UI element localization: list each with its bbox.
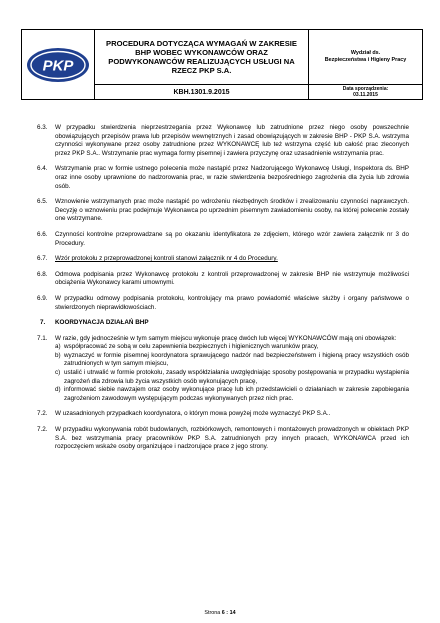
paragraph-text: Czynności kontrolne przeprowadzane są po okazaniu identyfikatora ze zdjęciem, którego wzór zawiera załącznik nr 3 do Procedury. <box>55 230 409 247</box>
procedure-code: KBH.1301.9.2015 <box>173 88 230 96</box>
list-item <box>55 352 409 369</box>
page-total: 14 <box>229 610 236 616</box>
paragraph-7-2a <box>37 410 409 419</box>
meta-cell <box>309 30 422 99</box>
list-text: ustalić i utrwalić w formie protokołu, zasady współdziałania uwzględniając sposoby postępowania w przypadku wystąpienia zagrożeń dla zdrowia lub życia wszystkich osób wykonujących pracę, <box>64 369 409 385</box>
paragraph-6-6 <box>37 231 409 248</box>
paragraph-number: 7.2. <box>37 410 48 418</box>
section-number: 7. <box>40 319 46 327</box>
list-text: współpracować ze sobą w celu zapewnienia bezpiecznych i higienicznych warunków pracy, <box>64 343 319 351</box>
list-text: wyznaczyć w formie pisemnej koordynatora sprawującego nadzór nad bezpieczeństwem i higieną pracy wszystkich osób zatrudnionych w tym samym miejscu, <box>64 351 409 368</box>
paragraph-number: 7.2. <box>37 426 48 434</box>
department-line-2: Bezpieczeństwa i Higieny Pracy <box>324 57 407 63</box>
list-letter: b) <box>55 351 61 359</box>
paragraph-number: 6.5. <box>37 198 48 206</box>
paragraph-text: Odmowa podpisania przez Wykonawcę protokołu z kontroli przeprowadzonej w zakresie BHP nie wstrzymuje możliwości obciążenia Wykonawcy karami umownymi. <box>55 270 409 287</box>
paragraph-text: Wzór protokołu z przeprowadzonej kontroli stanowi załącznik nr 4 do Procedury. <box>55 255 278 263</box>
paragraph-7-2b <box>37 426 409 452</box>
paragraph-number: 6.3. <box>37 124 48 131</box>
paragraph-6-7 <box>37 255 409 264</box>
list-letter: a) <box>55 343 61 351</box>
paragraph-number: 6.9. <box>37 294 48 302</box>
paragraph-intro: W razie, gdy jednocześnie w tym samym miejscu wykonuje pracę dwóch lub więcej WYKONAWCÓW mają oni obowiązek: <box>55 334 397 342</box>
procedure-title: PROCEDURA DOTYCZĄCA WYMAGAŃ W ZAKRESIE BHP WOBEC WYKONAWCÓW ORAZ PODWYKONAWCÓW REALIZUJĄCYCH USŁUGI NA RZECZ PKP S.A. <box>95 30 308 85</box>
list-letter: d) <box>55 386 61 394</box>
document-body <box>37 124 409 459</box>
logo-text: PKP <box>42 57 74 74</box>
list-item <box>55 386 409 403</box>
paragraph-6-9 <box>37 295 409 312</box>
document-header <box>21 29 423 100</box>
paragraph-6-5 <box>37 198 409 224</box>
pkp-logo-icon <box>25 45 91 85</box>
list-text: informować siebie nawzajem oraz osoby wykonujące pracę lub ich przedstawicieli o działaniach w zakresie zapobiegania zagrożeniom zawodowym występującym podczas wykonywanych przez nich prac. <box>64 386 409 402</box>
list-item <box>55 369 409 386</box>
list-item <box>55 343 409 352</box>
paragraph-number: 6.8. <box>37 270 48 278</box>
paragraph-6-3 <box>37 124 409 158</box>
page-number: 6 <box>221 610 225 616</box>
paragraph-text: W uzasadnionych przypadkach koordynatora, o którym mowa powyżej może wyznaczyć PKP S.A.. <box>55 410 331 418</box>
page-separator: : <box>226 610 229 616</box>
paragraph-text: W przypadku wykonywania robót budowlanych, rozbiórkowych, remontowych i montażowych prowadzonych w obiektach PKP S.A. bez wstrzymania pracy pracowników PKP S.A. zatrudnionych przy innych pracach, WYKONAWCA przed ich rozpoczęciem wskaże osoby organizujące i nadzorujące prace z jego strony. <box>55 426 409 451</box>
date-label: Data sporządzenia: <box>342 86 389 92</box>
creation-date <box>309 85 422 99</box>
paragraph-6-8 <box>37 271 409 288</box>
paragraph-number: 6.7. <box>37 255 48 263</box>
logo-cell <box>22 30 95 99</box>
section-heading <box>37 319 409 328</box>
date-value: 03.11.2015 <box>353 92 378 98</box>
paragraph-text: W przypadku odmowy podpisania protokołu, kontrolujący ma prawo powiadomić właściwe służby i organy państwowe o stwierdzonych nieprawidłowościach. <box>55 294 409 311</box>
paragraph-number: 6.4. <box>37 165 48 173</box>
paragraph-6-4 <box>37 165 409 191</box>
paragraph-text: W przypadku stwierdzenia nieprzestrzegania przez Wykonawcę lub zatrudnione przez niego osoby powszechnie obowiązujących przepisów prawa lub przepisów wewnętrznych i zasad obowiązujących w zakresie BHP - PKP S.A. wstrzyma czynności wykonywane przez osoby zatrudnione przez WYKONAWCĘ lub też wstrzyma część lub całość prac zleconych przez PKP S.A.. Wstrzymanie prac wymaga formy pisemnej i zawiera przyczynę oraz uzasadnienie wstrzymania prac. <box>55 124 409 157</box>
list-letter: c) <box>55 369 61 377</box>
paragraph-number: 7.1. <box>37 334 48 342</box>
paragraph-number: 6.6. <box>37 230 48 238</box>
paragraph-7-1 <box>37 335 409 404</box>
page-prefix: Strona <box>204 610 221 616</box>
section-title: KOORDYNACJA DZIAŁAŃ BHP <box>55 319 149 327</box>
page-footer <box>0 610 440 616</box>
department <box>309 30 422 85</box>
paragraph-text: Wstrzymanie prac w formie ustnego polecenia może nastąpić przez Nadzorującego Wykonawcę Usługi, Inspektora ds. BHP oraz inne osoby uprawnione do nadzorowania prac, w razie stwierdzenia bezpośredniego zagrożenia dla życia lub zdrowia osób. <box>55 165 409 190</box>
paragraph-text: Wznowienie wstrzymanych prac może nastąpić po wdrożeniu niezbędnych środków i zrealizowaniu czynności naprawczych. Decyzję o wznowieniu prac podejmuje Wykonawca po uprzednim pisemnym zawiadomieniu osoby, na której polecenie zostały one wstrzymane. <box>55 198 409 223</box>
title-cell <box>95 30 309 99</box>
department-line-1: Wydział ds. <box>350 50 381 56</box>
